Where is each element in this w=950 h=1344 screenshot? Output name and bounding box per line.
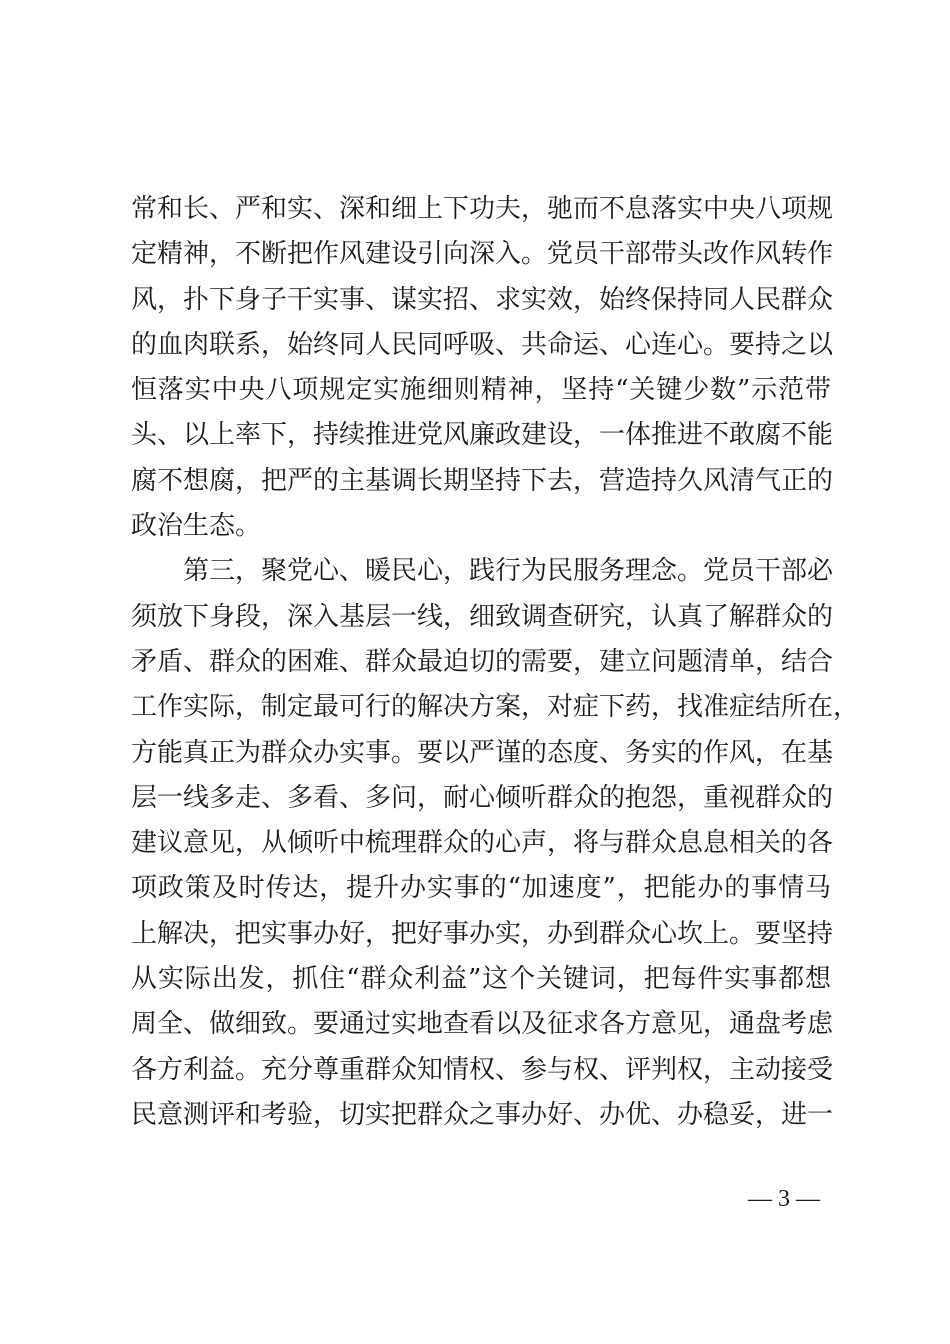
body-text [131,187,860,1138]
text-line: 的血肉联系，始终同人民同呼吸、共命运、心连心。要持之以 [131,329,834,360]
text-line: 恒落实中央八项规定实施细则精神，坚持“关键少数”示范带 [131,375,831,406]
text-line: 常和长、严和实、深和细上下功夫，驰而不息落实中央八项规 [131,194,834,224]
paragraph-continuation [131,187,834,549]
text-line: 各方利益。充分尊重群众知情权、参与权、评判权，主动接受 [131,1054,834,1085]
text-line: 建议意见，从倾听中梳理群众的心声，将与群众息息相关的各 [131,828,834,859]
text-line: 从实际出发，抓住“群众利益”这个关键词，把每件实事都想 [131,964,831,995]
text-line: 第三，聚党心、暖民心，践行为民服务理念。党员干部必 [183,556,834,587]
text-line: 工作实际，制定最可行的解决方案，对症下药，找准症结所在， [131,692,860,723]
text-line: 周全、做细致。要通过实地查看以及征求各方意见，通盘考虑 [131,1009,834,1040]
text-line: 定精神，不断把作风建设引向深入。党员干部带头改作风转作 [131,239,834,270]
page-number: — 3 — [748,1186,820,1212]
text-line: 矛盾、群众的困难、群众最迫切的需要，建立问题清单，结合 [131,646,834,677]
text-line: 风，扑下身子干实事、谋实招、求实效，始终保持同人民群众 [131,284,834,315]
text-line: 腐不想腐，把严的主基调长期坚持下去，营造持久风清气正的 [131,465,834,496]
text-line: 项政策及时传达，提升办实事的“加速度”，把能办的事情马 [131,873,831,904]
text-line: 民意测评和考验，切实把群众之事办好、办优、办稳妥，进一 [131,1099,834,1130]
text-line: 须放下身段，深入基层一线，细致调查研究，认真了解群众的 [131,601,834,632]
paragraph-third-point [131,549,860,1138]
text-line: 头、以上率下，持续推进党风廉政建设，一体推进不敢腐不能 [131,420,834,451]
text-line: 政治生态。 [131,511,262,542]
text-line: 层一线多走、多看、多问，耐心倾听群众的抱怨，重视群众的 [131,782,834,813]
text-line: 上解决，把实事办好，把好事办实，办到群众心坎上。要坚持 [131,918,834,949]
text-line: 方能真正为群众办实事。要以严谨的态度、务实的作风，在基 [131,737,834,768]
